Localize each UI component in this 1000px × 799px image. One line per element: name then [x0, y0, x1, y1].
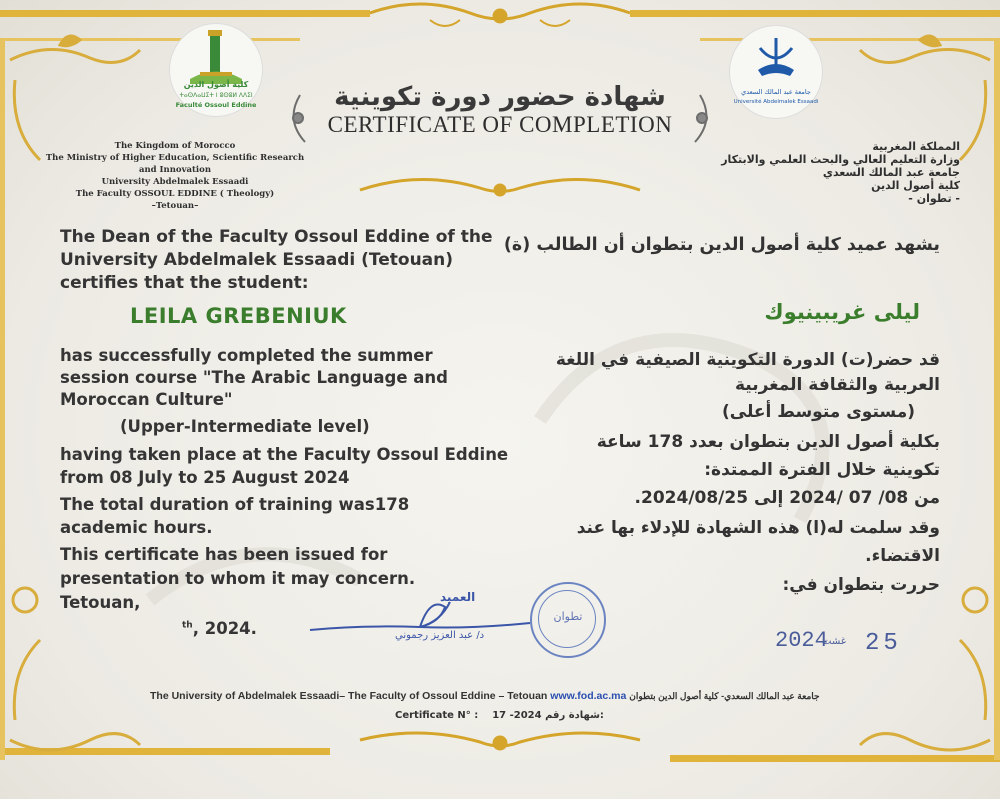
- ministry-header-ar: المملكة المغربية وزارة التعليم العالي والبحث العلمي والابتكار جامعة عبد المالك السعدي كلية أصول الدين - تطوان -: [721, 140, 960, 205]
- student-name-en: LEILA GREBENIUK: [130, 304, 347, 328]
- faculty-logo-en: Faculté Ossoul Eddine: [175, 101, 257, 109]
- top-ornament: [370, 4, 630, 26]
- footer-website: www.fod.ac.ma: [550, 690, 627, 702]
- ar-line-3: (مستوى متوسط أعلى): [721, 402, 915, 422]
- ar-line-5: تكوينية خلال الفترة الممتدة:: [704, 460, 940, 480]
- stamp-text: تطوان: [553, 610, 583, 623]
- level-en: (Upper-Intermediate level): [120, 417, 370, 436]
- footer: [150, 690, 870, 702]
- ar-line-7: وقد سلمت له(ا) هذه الشهادة للإدلاء بها عند: [576, 518, 940, 538]
- ar-line-8: الاقتضاء.: [865, 546, 940, 566]
- top-right-gold-bar: [630, 10, 1000, 17]
- ministry-header-en: The Kingdom of Morocco The Ministry of Higher Education, Scientific Research and Innovation University Abdelmalek Essaadi The Faculty OSSOUL EDDINE ( Theology) –Tetouan–: [45, 141, 305, 211]
- date-suffix-th: th: [182, 620, 193, 631]
- ar-line-9: حررت بتطوان في:: [782, 575, 940, 595]
- mid-ornament: [360, 179, 640, 195]
- issued-en-1: This certificate has been issued for: [60, 545, 388, 564]
- student-name-ar: ليلى غريبينيوك: [764, 300, 920, 324]
- faculty-logo-ar: كلية أصول الدين: [183, 80, 249, 89]
- date-suffix-en: $^{th}$, 2024.: [182, 619, 257, 638]
- intro-en: The Dean of the Faculty Ossoul Eddine of the University Abdelmalek Essaadi (Tetouan) certifies that the student:: [60, 227, 493, 293]
- duration-en-1: The total duration of training was178: [60, 495, 410, 514]
- certificate-number: [395, 710, 604, 721]
- intro-ar: يشهد عميد كلية أصول الدين بتطوان أن الطالب (ة): [503, 235, 940, 255]
- ar-line-2: العربية والثقافة المغربية: [734, 375, 940, 395]
- certificate-title-en: CERTIFICATE OF COMPLETION: [327, 112, 673, 137]
- duration-en-2: academic hours.: [60, 518, 213, 537]
- handwritten-month: غشت: [822, 636, 846, 647]
- corner-flourish-bl: [10, 588, 140, 750]
- official-stamp: [530, 582, 606, 658]
- footer-en: The University of Abdelmalek Essaadi– The Faculty of Ossoul Eddine – Tetouan: [150, 690, 548, 702]
- footer-ar: جامعة عبد المالك السعدي- كلية أصول الدين بتطوان: [629, 691, 820, 701]
- left-border: [0, 40, 5, 760]
- university-logo-fr: Université Abdelmalek Essaadi: [733, 99, 819, 105]
- certificate-title-ar: شهادة حضور دورة تكوينية: [334, 82, 666, 112]
- bottom-ornament: [360, 733, 640, 749]
- city-en: Tetouan,: [60, 593, 141, 612]
- university-logo-ar: جامعة عبد المالك السعدي: [741, 88, 811, 96]
- top-left-gold-bar: [0, 10, 370, 17]
- corner-flourish-br: [860, 588, 990, 750]
- cert-no-label: Certificate N° :: [395, 710, 479, 721]
- bottom-right-gold-bar: [670, 755, 1000, 762]
- faculty-logo-tifinagh: ⵜⴰⵙⴷⴰⵡⵉⵜ ⵏ ⵓⵙⵓⵍ ⴷⴷⵉⵏ: [179, 92, 253, 99]
- place-en: having taken place at the Faculty Ossoul Eddine: [60, 445, 509, 464]
- course-en: has successfully completed the summer session course "The Arabic Language and Moroccan Culture": [60, 346, 448, 409]
- signature-name-ar: د/ عبد العزيز رجموني: [395, 630, 485, 641]
- issued-en-2: presentation to whom it may concern.: [60, 569, 416, 588]
- handwritten-year: 2024: [775, 628, 828, 653]
- right-border: [994, 40, 1000, 760]
- handwritten-day: 25: [865, 630, 902, 657]
- cert-no-value: 17 -2024: [492, 710, 542, 721]
- cert-no-ar: شهادة رقم:: [545, 710, 604, 721]
- signature-title-ar: العميد: [440, 590, 476, 604]
- dates-en: from 08 July to 25 August 2024: [60, 468, 350, 487]
- ar-line-6: من 08/ 07 /2024 إلى 2024/08/25.: [634, 488, 940, 508]
- ar-line-1: قد حضر(ت) الدورة التكوينية الصيفية في اللغة: [555, 350, 940, 370]
- ar-line-4: بكلية أصول الدين بتطوان بعدد 178 ساعة: [596, 432, 940, 452]
